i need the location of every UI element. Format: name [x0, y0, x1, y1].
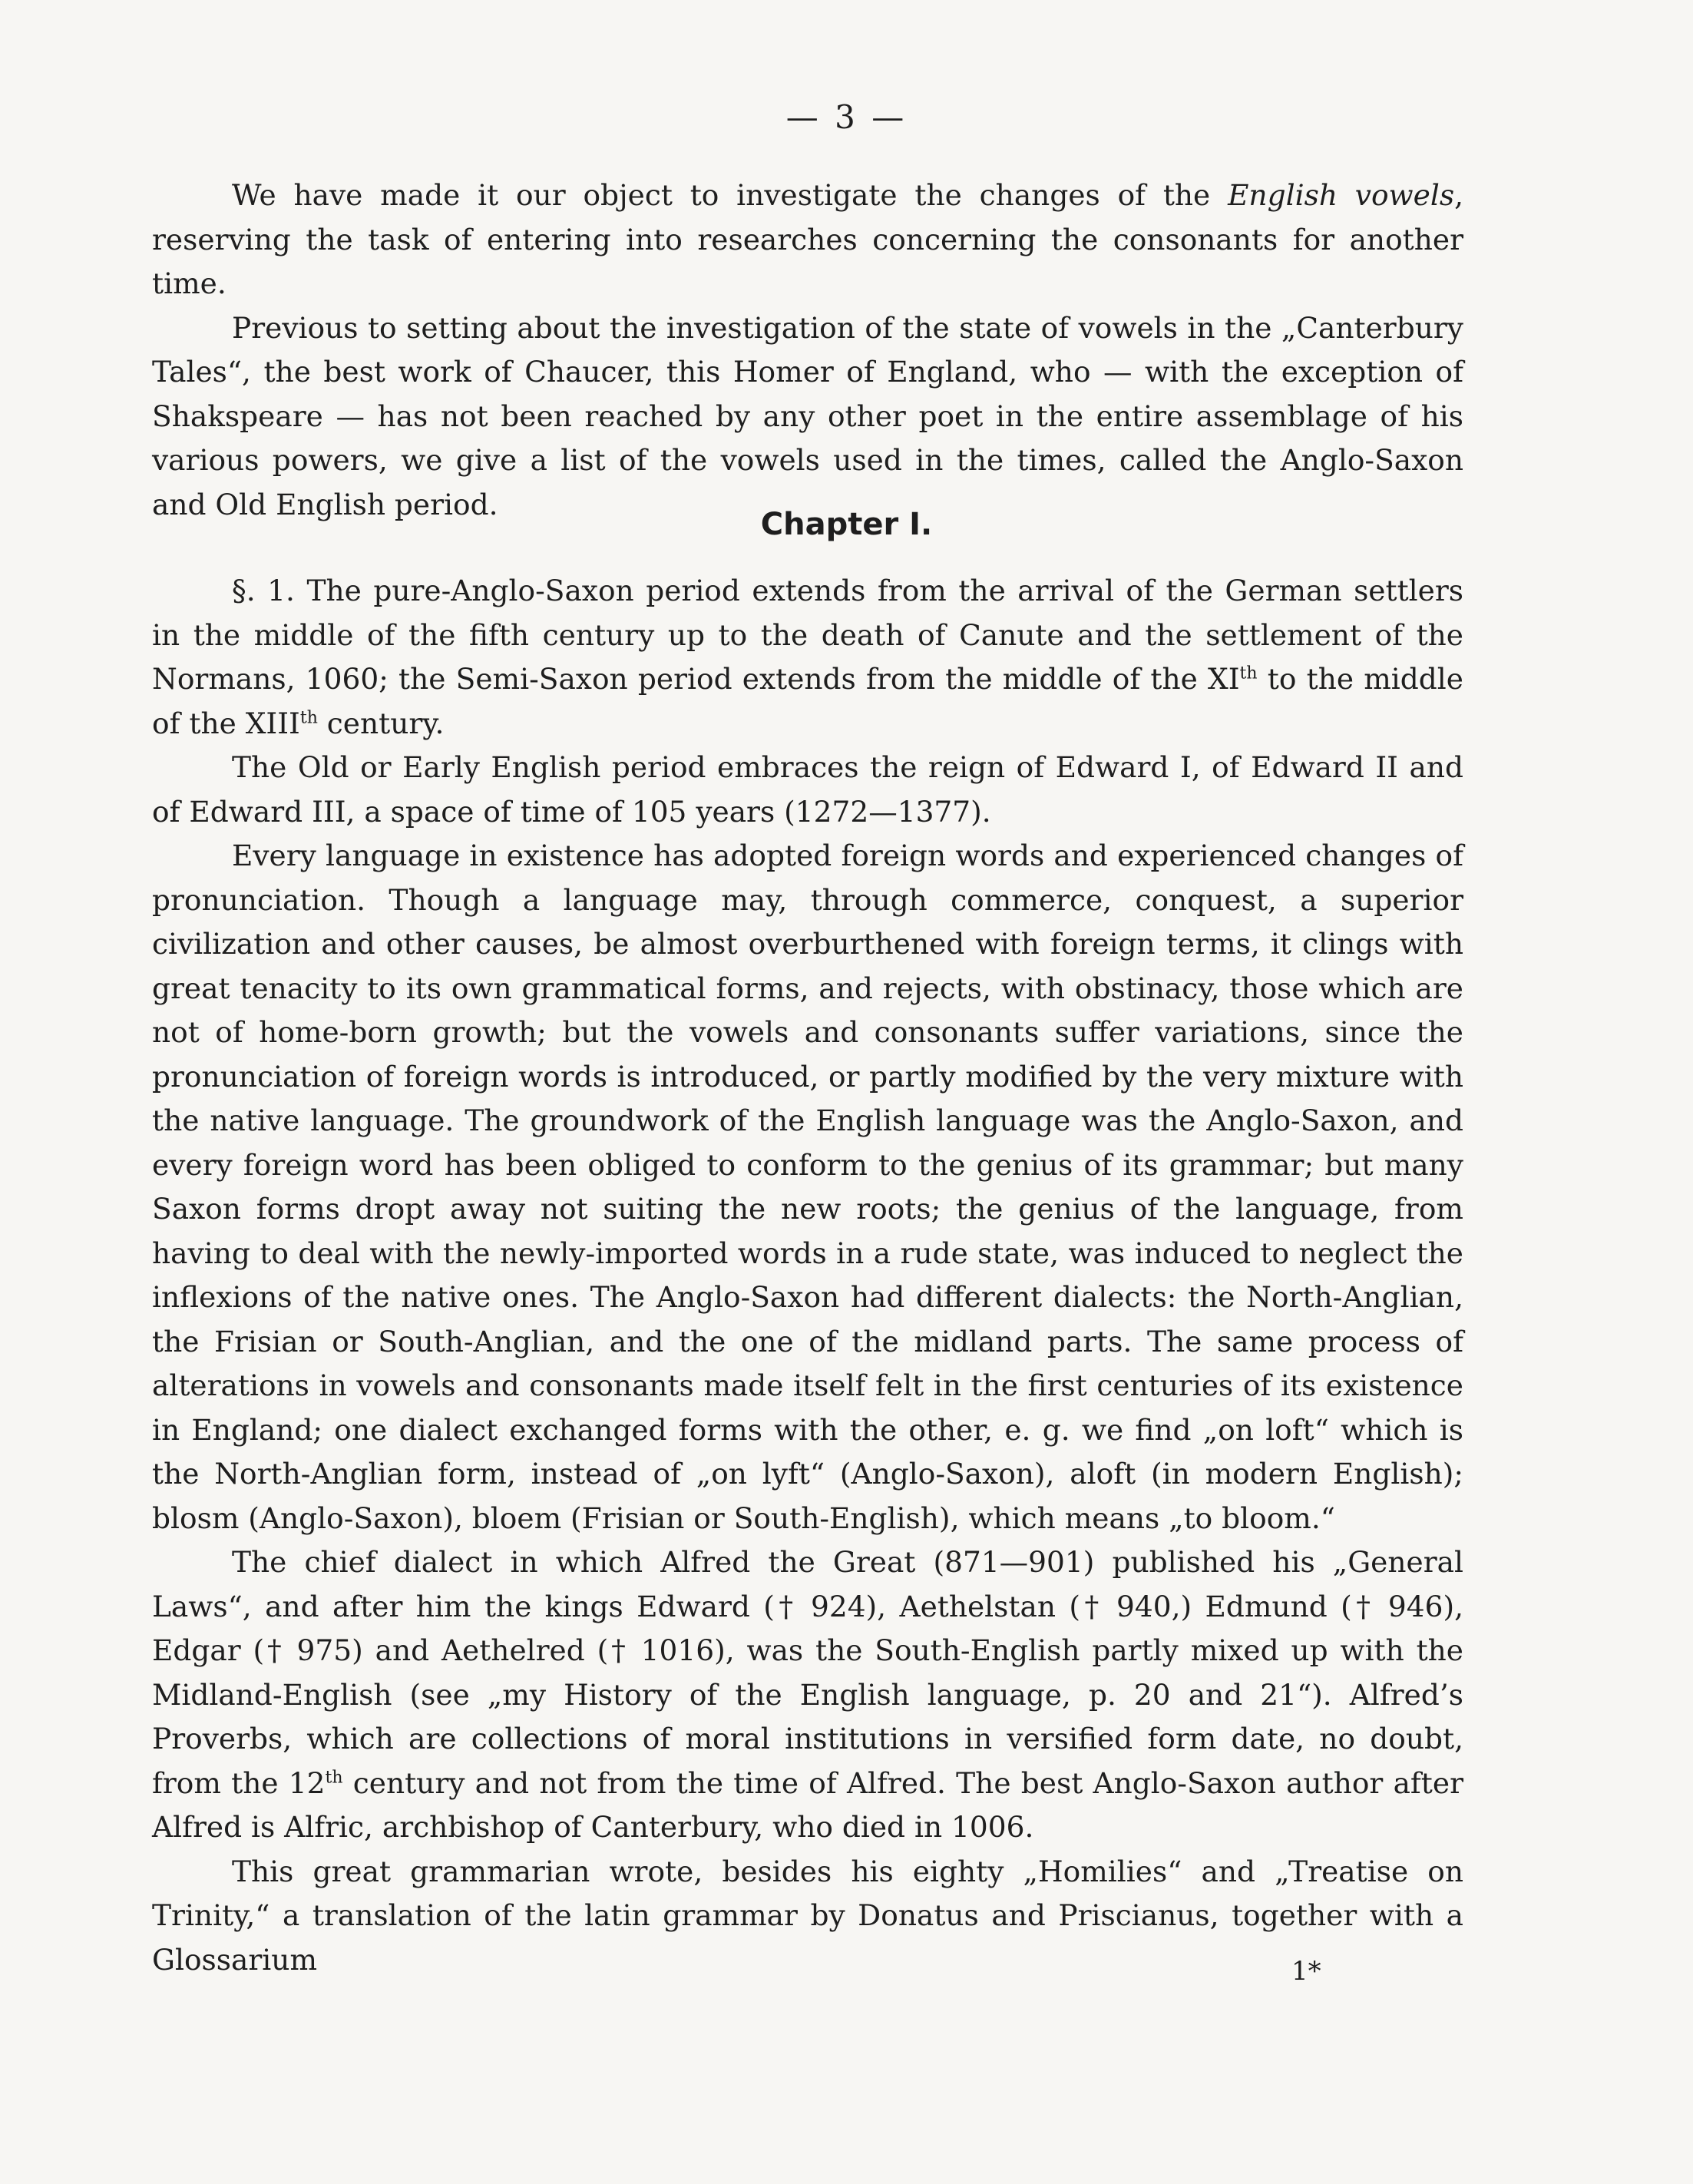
- paragraph: Previous to setting about the investigation of the state of vowels in the „Canterbury Tales“, the best work of Chaucer, this Homer of England, who — with the exception of Shakspeare — has not been reached by any other poet in the entire assemblage of his various powers, we give a list of the vowels used in the times, called the Anglo-Saxon and Old English period.: [152, 310, 1463, 521]
- superscript: th: [325, 1768, 343, 1787]
- paragraph-text: century and not from the time of Alfred. The best Anglo-Saxon author after Alfred is Alfric, archbishop of Canterbury, who died in 1006.: [152, 1765, 1463, 1844]
- chapter-heading: Chapter I.: [760, 507, 933, 542]
- superscript: th: [299, 708, 318, 727]
- paragraph-text: to the middle of the XIII: [152, 662, 1463, 740]
- chapter-text: [152, 569, 1463, 1982]
- emphasis-english-vowels: English vowels: [1228, 178, 1455, 212]
- signature-mark: 1*: [1291, 1956, 1321, 1987]
- paragraph: [152, 1540, 1463, 1850]
- paragraph-text: The chief dialect in which Alfred the Great (871—901) published his „General Laws“, and after him the kings Edward († 924), Aethelstan († 940,) Edmund († 946), Edgar († 975) and Aethelred († 1016), was the South-English partly mixed up with the Midland-English (see „my History of the English language, p. 20 and 21“). Alfred’s Proverbs, which are collections of moral institutions in versified form date, no doubt, from the 12: [152, 1545, 1463, 1800]
- paragraph: [152, 174, 1463, 306]
- paragraph-text: We have made it our object to investigate the changes of the: [232, 178, 1228, 212]
- paragraph: This great grammarian wrote, besides his eighty „Homilies“ and „Treatise on Trinity,“ a translation of the latin grammar by Donatus and Priscianus, together with a Glossarium: [152, 1854, 1463, 1977]
- paragraph-text: §. 1. The pure-Anglo-Saxon period extends from the arrival of the German settlers in the middle of the fifth century up to the death of Canute and the settlement of the Normans, 1060; the Semi-Saxon period extends from the middle of the XI: [152, 574, 1463, 696]
- page-number: — 3 —: [785, 98, 908, 136]
- paragraph: [152, 569, 1463, 746]
- intro-text: [152, 174, 1463, 527]
- paragraph-text: , reserving the task of entering into researches concerning the consonants for another time.: [152, 178, 1463, 300]
- superscript: th: [1239, 663, 1258, 683]
- paragraph: The Old or Early English period embraces the reign of Edward I, of Edward II and of Edward III, a space of time of 105 years (1272—1377).: [152, 750, 1463, 829]
- paragraph-text: century.: [317, 706, 445, 740]
- paragraph: Every language in existence has adopted foreign words and experienced changes of pronunciation. Though a language may, through commerce, conquest, a superior civilization and other causes, be almost overburthened with foreign terms, it clings with great tenacity to its own grammatical forms, and rejects, with obstinacy, those which are not of home-born growth; but the vowels and consonants suffer variations, since the pronunciation of foreign words is introduced, or partly modified by the very mixture with the native language. The groundwork of the English language was the Anglo-Saxon, and every foreign word has been obliged to conform to the genius of its grammar; but many Saxon forms dropt away not suiting the new roots; the genius of the language, from having to deal with the newly-imported words in a rude state, was induced to neglect the inflexions of the native ones. The Anglo-Saxon had different dialects: the North-Anglian, the Frisian or South-Anglian, and the one of the midland parts. The same process of alterations in vowels and consonants made itself felt in the first centuries of its existence in England; one dialect exchanged forms with the other, e. g. we find „on loft“ which is the North-Anglian form, instead of „on lyft“ (Anglo-Saxon), aloft (in modern English); blosm (Anglo-Saxon), bloem (Frisian or South-English), which means „to bloom.“: [152, 839, 1463, 1535]
